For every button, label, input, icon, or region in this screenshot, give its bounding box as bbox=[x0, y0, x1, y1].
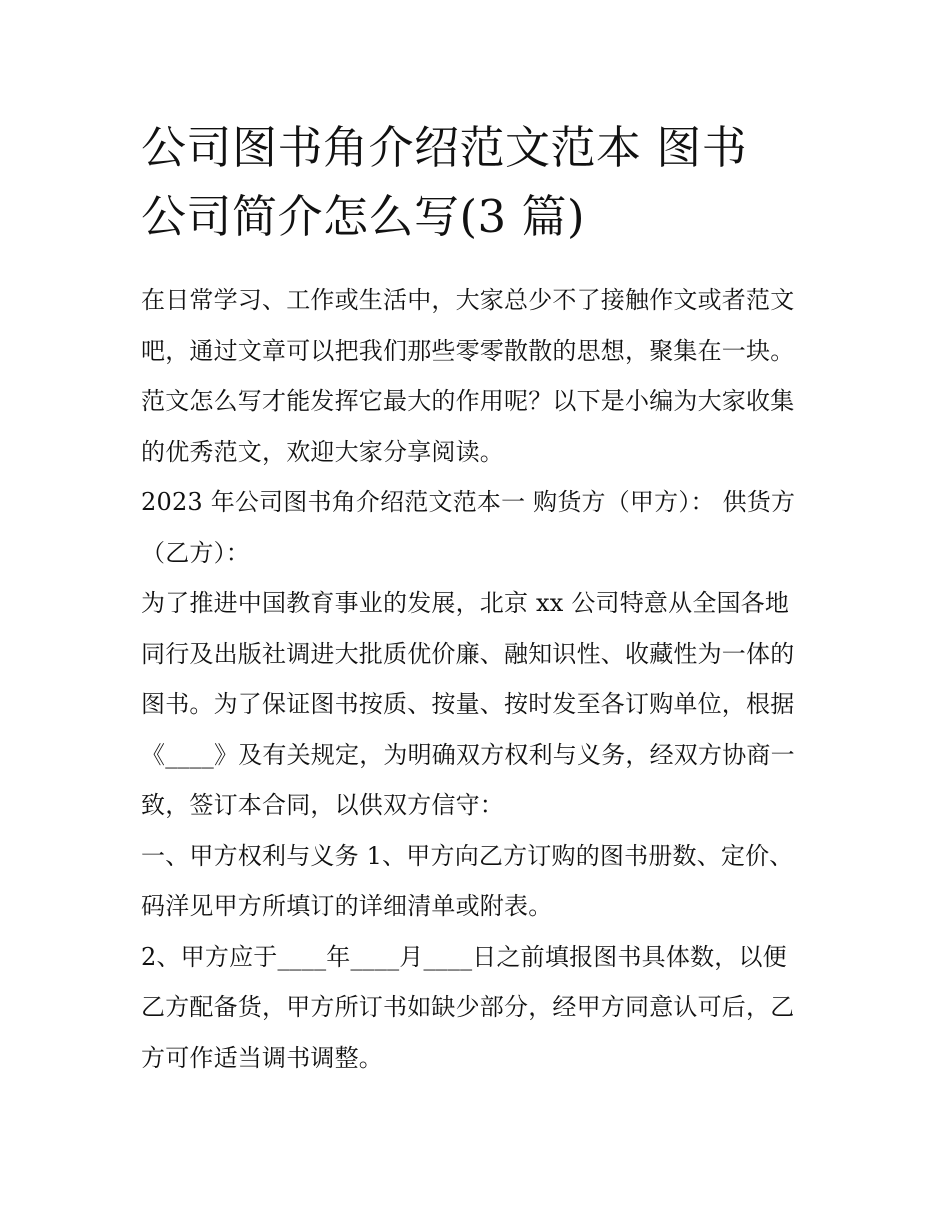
body-line: 在日常学习、工作或生活中，大家总少不了接触作文或者范文 bbox=[141, 286, 795, 314]
body-line: 同行及出版社调进大批质优价廉、融知识性、收藏性为一体的 bbox=[141, 639, 795, 668]
body-line: 《____》及有关规定，为明确双方权利与义务，经双方协商一 bbox=[141, 740, 795, 769]
title-line: 公司简介怎么写(3 篇) bbox=[141, 190, 586, 243]
title-line: 公司图书角介绍范文范本 图书 bbox=[141, 121, 748, 174]
body-line: 为了推进中国教育事业的发展，北京 xx 公司特意从全国各地 bbox=[141, 589, 790, 617]
body-line: 图书。为了保证图书按质、按量、按时发至各订购单位，根据 bbox=[141, 690, 795, 718]
body-line: 乙方配备货，甲方所订书如缺少部分，经甲方同意认可后，乙 bbox=[141, 993, 795, 1021]
body-line: 吧，通过文章可以把我们那些零零散散的思想，聚集在一块。 bbox=[141, 336, 795, 365]
document-title bbox=[141, 113, 821, 251]
body-line: （乙方）： bbox=[141, 538, 250, 567]
body-line: 2023 年公司图书角介绍范文范本一 购货方（甲方）： 供货方 bbox=[141, 488, 796, 516]
body-line: 2、甲方应于____年____月____日之前填报图书具体数，以便 bbox=[141, 942, 787, 971]
body-line: 方可作适当调书调整。 bbox=[141, 1043, 383, 1072]
body-line: 码洋见甲方所填订的详细清单或附表。 bbox=[141, 892, 553, 920]
body-line: 致，签订本合同，以供双方信守： bbox=[141, 791, 504, 819]
body-line: 的优秀范文，欢迎大家分享阅读。 bbox=[141, 437, 504, 466]
body-line: 范文怎么写才能发挥它最大的作用呢？以下是小编为大家收集 bbox=[141, 387, 795, 415]
document-body bbox=[141, 275, 821, 1083]
body-line: 一、甲方权利与义务 1、甲方向乙方订购的图书册数、定价、 bbox=[141, 841, 794, 870]
